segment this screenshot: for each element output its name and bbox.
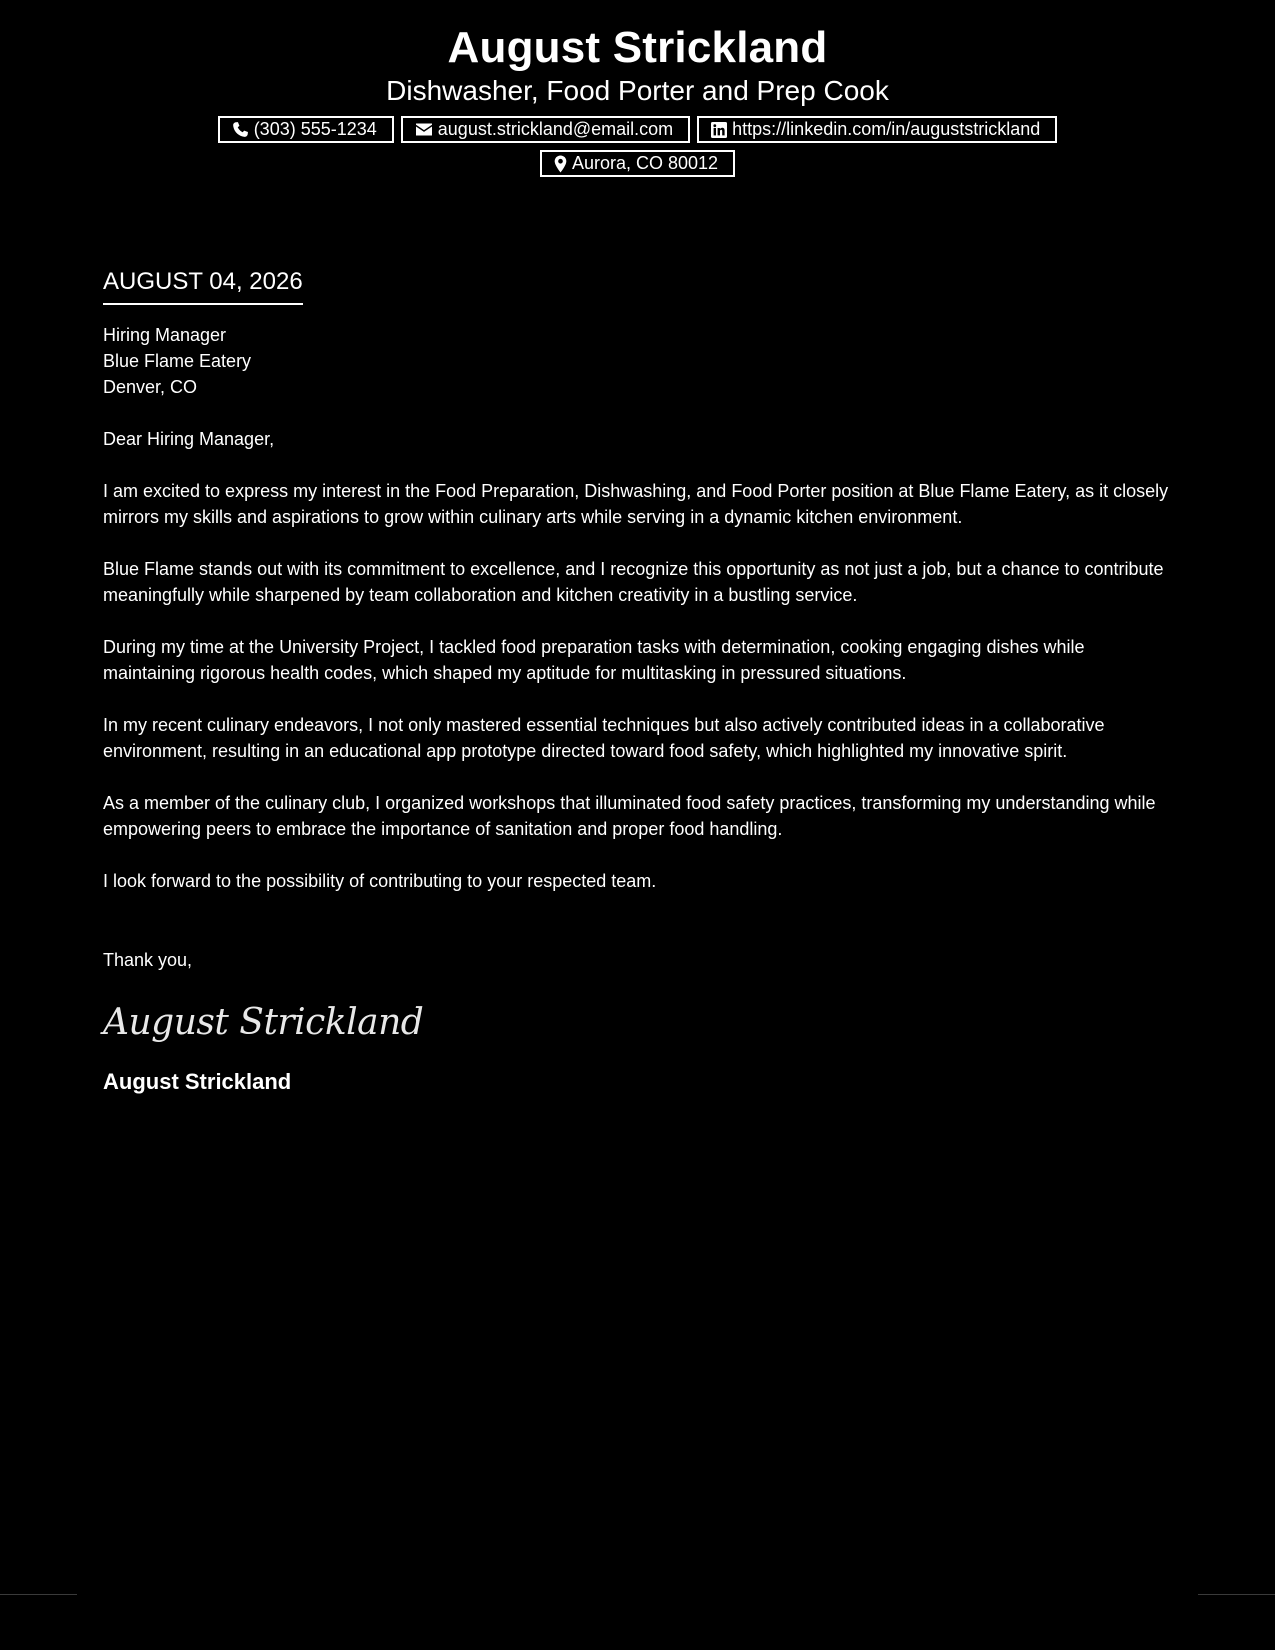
phone-icon bbox=[232, 121, 249, 138]
contact-list bbox=[158, 116, 1118, 177]
letter-header bbox=[0, 20, 1275, 177]
body-paragraph: During my time at the University Project, I tackled food preparation tasks with determination, cooking engaging dishes while maintaining rigorous health codes, which shaped my aptitude for multitasking in pressured situations. bbox=[103, 637, 1085, 683]
contact-email-text: august.strickland@email.com bbox=[437, 119, 674, 139]
contact-linkedin[interactable] bbox=[697, 116, 1057, 143]
contact-phone-text: (303) 555-1234 bbox=[253, 119, 377, 139]
footer-divider-right bbox=[1198, 1594, 1275, 1595]
recipient-location: Denver, CO bbox=[103, 377, 198, 397]
body-paragraph: I am excited to express my interest in the Food Preparation, Dishwashing, and Food Porter position at Blue Flame Eatery, as it closely mirrors my skills and aspirations to grow within culinary arts while serving in a dynamic kitchen environment. bbox=[103, 481, 1169, 527]
recipient-company: Blue Flame Eatery bbox=[103, 351, 252, 371]
salutation: Dear Hiring Manager, bbox=[103, 429, 275, 449]
contact-location bbox=[540, 150, 735, 177]
linkedin-icon bbox=[711, 122, 727, 138]
closing: Thank you, bbox=[103, 950, 193, 970]
contact-email[interactable] bbox=[401, 116, 690, 143]
contact-location-text: Aurora, CO 80012 bbox=[571, 153, 719, 173]
recipient-role: Hiring Manager bbox=[103, 325, 227, 345]
handwritten-signature: August Strickland bbox=[103, 1002, 424, 1043]
applicant-title: Dishwasher, Food Porter and Prep Cook bbox=[386, 75, 889, 106]
body-paragraph: As a member of the culinary club, I organized workshops that illuminated food safety practices, transforming my understanding while empowering peers to embrace the importance of sanitation and proper food handling. bbox=[103, 793, 1156, 839]
envelope-icon bbox=[415, 122, 433, 137]
contact-linkedin-text: https://linkedin.com/in/auguststrickland bbox=[732, 119, 1041, 139]
applicant-name: August Strickland bbox=[447, 23, 828, 72]
body-paragraph: I look forward to the possibility of contributing to your respected team. bbox=[103, 871, 657, 891]
recipient-block bbox=[103, 322, 1173, 400]
map-pin-icon bbox=[554, 155, 567, 173]
letter-date: AUGUST 04, 2026 bbox=[103, 266, 303, 305]
body-paragraph: In my recent culinary endeavors, I not only mastered essential techniques but also actively contributed ideas in a collaborative environment, resulting in an educational app prototype directed toward food safety, which highlighted my innovative spirit. bbox=[103, 715, 1105, 761]
body-paragraph: Blue Flame stands out with its commitment to excellence, and I recognize this opportunity as not just a job, but a chance to contribute meaningfully while sharpened by team collaboration and kitchen creativity in a bustling service. bbox=[103, 559, 1164, 605]
letter-body bbox=[103, 266, 1173, 1097]
footer-divider-left bbox=[0, 1594, 77, 1595]
signed-name: August Strickland bbox=[103, 1069, 292, 1094]
contact-phone[interactable] bbox=[218, 116, 394, 143]
